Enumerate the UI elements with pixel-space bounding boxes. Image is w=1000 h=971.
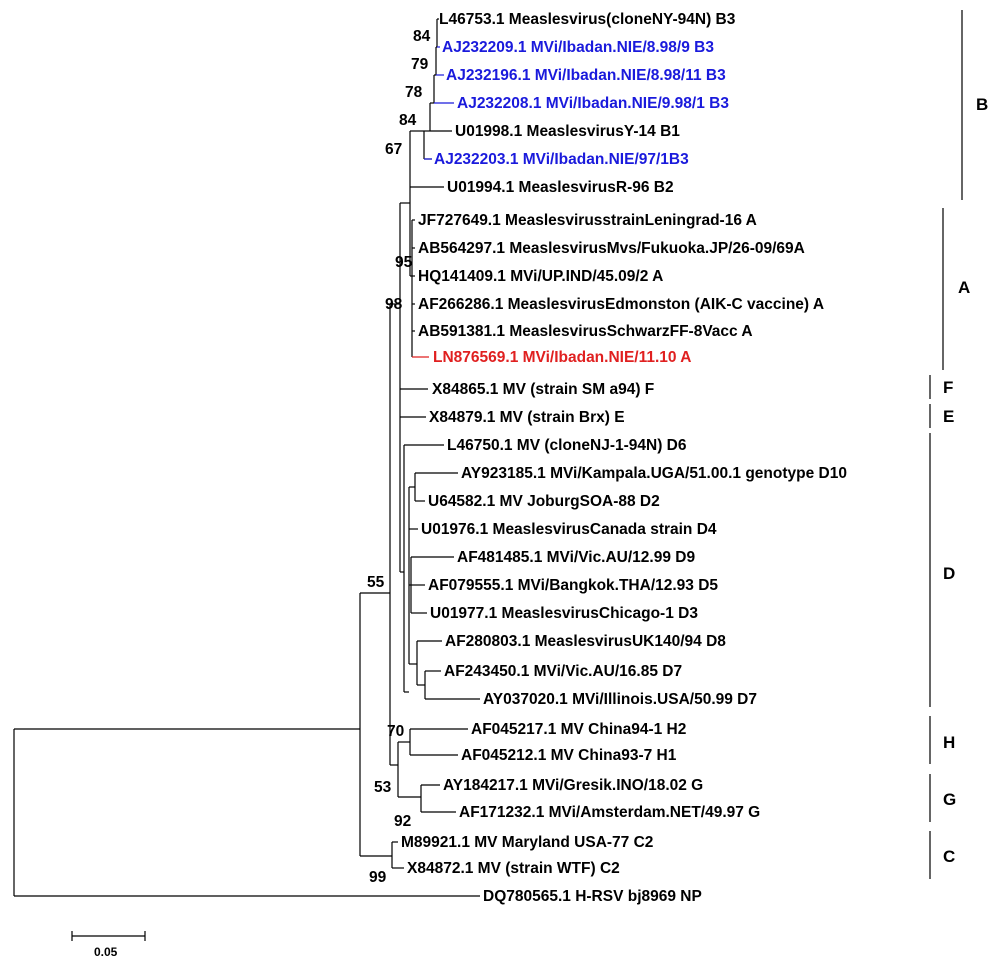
leaf-label: U01976.1 MeaslesvirusCanada strain D4 xyxy=(421,521,717,538)
bootstrap-value: 84 xyxy=(413,28,431,45)
tree-branches-ibadan-b3 xyxy=(424,47,454,159)
leaf-label: JF727649.1 MeaslesvirusstrainLeningrad-16 A xyxy=(418,212,757,229)
leaf-label: HQ141409.1 MVi/UP.IND/45.09/2 A xyxy=(418,268,664,285)
bootstrap-value: 95 xyxy=(395,254,413,271)
leaf-label: AF280803.1 MeaslesvirusUK140/94 D8 xyxy=(445,633,726,650)
bootstrap-value: 78 xyxy=(405,84,423,101)
leaf-label: AF243450.1 MVi/Vic.AU/16.85 D7 xyxy=(444,663,683,680)
bootstrap-value: 79 xyxy=(411,56,429,73)
bootstrap-value: 53 xyxy=(374,779,392,796)
leaf-label: AF045212.1 MV China93-7 H1 xyxy=(461,747,677,764)
leaf-label: X84879.1 MV (strain Brx) E xyxy=(429,409,625,426)
leaf-label: U64582.1 MV JoburgSOA-88 D2 xyxy=(428,493,660,510)
leaf-label: LN876569.1 MVi/Ibadan.NIE/11.10 A xyxy=(433,349,692,366)
scale-bar xyxy=(72,931,145,959)
scale-bar-label: 0.05 xyxy=(94,945,118,959)
leaf-label: X84872.1 MV (strain WTF) C2 xyxy=(407,860,620,877)
bootstrap-value: 99 xyxy=(369,869,387,886)
leaf-label: AY923185.1 MVi/Kampala.UGA/51.00.1 genotype D10 xyxy=(461,465,847,482)
bootstrap-values xyxy=(367,28,431,886)
leaf-label: AF079555.1 MVi/Bangkok.THA/12.93 D5 xyxy=(428,577,719,594)
leaf-label: AF266286.1 MeaslesvirusEdmonston (AIK-C vaccine) A xyxy=(418,296,825,313)
clade-label-c: C xyxy=(943,847,956,866)
clade-brackets xyxy=(930,10,988,879)
leaf-label: DQ780565.1 H-RSV bj8969 NP xyxy=(483,888,702,905)
leaf-label: AF171232.1 MVi/Amsterdam.NET/49.97 G xyxy=(459,804,761,821)
leaf-label: U01998.1 MeaslesvirusY-14 B1 xyxy=(455,123,680,140)
leaf-label: AJ232196.1 MVi/Ibadan.NIE/8.98/11 B3 xyxy=(446,67,726,84)
leaf-label: M89921.1 MV Maryland USA-77 C2 xyxy=(401,834,654,851)
clade-label-d: D xyxy=(943,564,956,583)
clade-label-f: F xyxy=(943,378,954,397)
bootstrap-value: 98 xyxy=(385,296,403,313)
leaf-label: AF481485.1 MVi/Vic.AU/12.99 D9 xyxy=(457,549,696,566)
bootstrap-value: 70 xyxy=(387,723,405,740)
leaf-label: AJ232208.1 MVi/Ibadan.NIE/9.98/1 B3 xyxy=(457,95,729,112)
clade-label-e: E xyxy=(943,407,955,426)
bootstrap-value: 67 xyxy=(385,141,403,158)
bootstrap-value: 55 xyxy=(367,574,385,591)
clade-label-b: B xyxy=(976,95,989,114)
leaf-label: AY184217.1 MVi/Gresik.INO/18.02 G xyxy=(443,777,704,794)
bootstrap-value: 84 xyxy=(399,112,417,129)
leaf-label: AJ232203.1 MVi/Ibadan.NIE/97/1B3 xyxy=(434,151,689,168)
leaf-label: U01977.1 MeaslesvirusChicago-1 D3 xyxy=(430,605,698,622)
clade-label-a: A xyxy=(958,278,971,297)
tree-branches xyxy=(14,19,480,896)
leaf-label: AF045217.1 MV China94-1 H2 xyxy=(471,721,687,738)
clade-label-g: G xyxy=(943,790,957,809)
clade-label-h: H xyxy=(943,733,956,752)
leaf-label: L46753.1 Measlesvirus(cloneNY-94N) B3 xyxy=(439,11,736,28)
bootstrap-value: 92 xyxy=(394,813,412,830)
leaf-label: AJ232209.1 MVi/Ibadan.NIE/8.98/9 B3 xyxy=(442,39,714,56)
leaf-label: AB591381.1 MeaslesvirusSchwarzFF-8Vacc A xyxy=(418,323,753,340)
leaf-label: L46750.1 MV (cloneNJ-1-94N) D6 xyxy=(447,437,687,454)
leaf-label: U01994.1 MeaslesvirusR-96 B2 xyxy=(447,179,674,196)
leaf-label: AY037020.1 MVi/Illinois.USA/50.99 D7 xyxy=(483,691,757,708)
leaf-labels xyxy=(401,11,847,905)
leaf-label: AB564297.1 MeaslesvirusMvs/Fukuoka.JP/26-09/69A xyxy=(418,240,805,257)
leaf-label: X84865.1 MV (strain SM a94) F xyxy=(432,381,655,398)
